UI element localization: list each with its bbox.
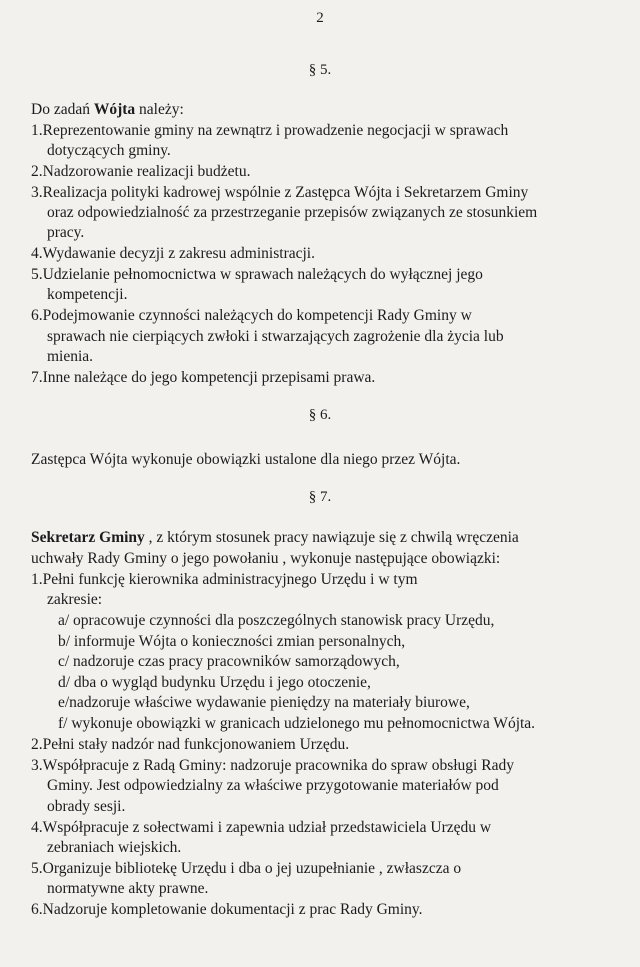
s7-item-1-d: d/ dba o wygląd budynku Urzędu i jego otoczenie, <box>58 674 371 691</box>
section-5-title: § 5. <box>308 62 332 78</box>
s7-item-3: 3.Współpracuje z Radą Gminy: nadzoruje pracownika do spraw obsługi Rady <box>31 757 514 774</box>
s5-item-5-cont: kompetencji. <box>47 286 128 303</box>
s7-item-3-cont2: obrady sesji. <box>47 798 126 815</box>
section-5-intro <box>31 100 184 119</box>
s7-item-5: 5.Organizuje bibliotekę Urzędu i dba o jej uzupełnianie , zwłaszcza o <box>31 860 462 877</box>
s5-item-3-cont2: pracy. <box>47 224 85 241</box>
section-7-intro <box>31 528 519 547</box>
section-7-title: § 7. <box>308 489 332 505</box>
section-6-text: Zastępca Wójta wykonuje obowiązki ustalone dla niego przez Wójta. <box>31 451 461 468</box>
s5-item-2: 2.Nadzorowanie realizacji budżetu. <box>31 163 251 180</box>
intro-text-end: , z którym stosunek pracy nawiązuje się z chwilą wręczenia <box>144 529 519 546</box>
s5-item-1: 1.Reprezentowanie gminy na zewnątrz i prowadzenie negocjacji w sprawach <box>31 122 509 139</box>
s5-item-6-cont2: mienia. <box>47 348 94 365</box>
s7-item-1-c: c/ nadzoruje czas pracy pracowników samorządowych, <box>58 653 400 670</box>
section-6-title: § 6. <box>308 407 332 423</box>
sekretarz-bold: Sekretarz Gminy <box>31 529 145 546</box>
s5-item-3: 3.Realizacja polityki kadrowej wspólnie z Zastępca Wójta i Sekretarzem Gminy <box>31 184 529 201</box>
s7-item-5-cont: normatywne akty prawne. <box>47 880 209 897</box>
s7-item-4-cont: zebraniach wiejskich. <box>47 839 182 856</box>
s5-item-7: 7.Inne należące do jego kompetencji przepisami prawa. <box>31 369 376 386</box>
section-7-intro-line2: uchwały Rady Gminy o jego powołaniu , wykonuje następujące obowiązki: <box>31 550 501 567</box>
s5-item-5: 5.Udzielanie pełnomocnictwa w sprawach należących do wyłącznej jego <box>31 266 483 283</box>
s5-item-3-cont: oraz odpowiedzialność za przestrzeganie przepisów związanych ze stosunkiem <box>47 204 538 221</box>
s7-item-6: 6.Nadzoruje kompletowanie dokumentacji z prac Rady Gminy. <box>31 901 423 918</box>
wojt-bold: Wójta <box>93 101 136 118</box>
s7-item-4: 4.Współpracuje z sołectwami i zapewnia udział przedstawiciela Urzędu w <box>31 819 492 836</box>
s5-item-6: 6.Podejmowanie czynności należących do kompetencji Rady Gminy w <box>31 307 472 324</box>
s7-item-1-f: f/ wykonuje obowiązki w granicach udzielonego mu pełnomocnictwa Wójta. <box>58 715 536 732</box>
s7-item-1: 1.Pełni funkcję kierownika administracyjnego Urzędu i w tym <box>31 571 418 588</box>
s7-item-1-cont: zakresie: <box>47 591 103 608</box>
s7-item-1-a: a/ opracowuje czynności dla poszczególnych stanowisk pracy Urzędu, <box>58 612 495 629</box>
s7-item-3-cont: Gminy. Jest odpowiedzialny za właściwe przygotowanie materiałów pod <box>47 777 499 794</box>
intro-text-end: należy: <box>135 101 184 118</box>
s5-item-4: 4.Wydawanie decyzji z zakresu administracji. <box>31 245 315 262</box>
s7-item-2: 2.Pełni stały nadzór nad funkcjonowaniem Urzędu. <box>31 736 350 753</box>
s7-item-1-b: b/ informuje Wójta o konieczności zmian personalnych, <box>58 633 406 650</box>
intro-text: Do zadań <box>31 101 94 118</box>
s5-item-1-cont: dotyczących gminy. <box>47 142 171 159</box>
s5-item-6-cont: sprawach nie cierpiących zwłoki i stwarzających zagrożenie dla życia lub <box>47 328 504 345</box>
s7-item-1-e: e/nadzoruje właściwe wydawanie pieniędzy na materiały biurowe, <box>58 694 470 711</box>
page-number: 2 <box>316 10 324 26</box>
